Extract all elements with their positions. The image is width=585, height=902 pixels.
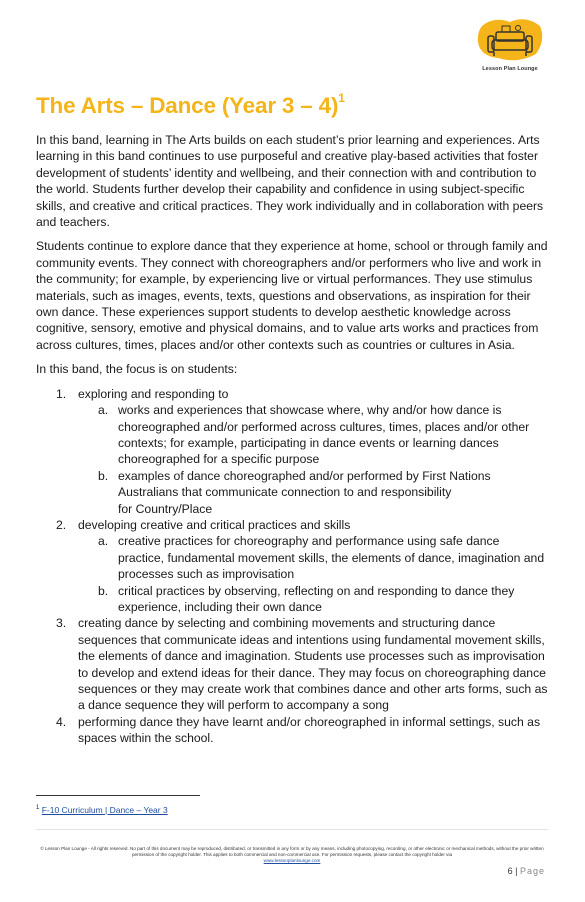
list-number: 2.	[56, 517, 67, 532]
list-item	[36, 517, 548, 615]
title-footnote-mark: 1	[338, 91, 345, 105]
sub-list-item	[78, 583, 548, 616]
list-item	[36, 386, 548, 517]
page-label: Page	[519, 866, 545, 876]
sub-list-item-text-continued: for Country/Place	[118, 501, 213, 516]
list-number: 3.	[56, 616, 67, 631]
focus-list	[36, 386, 548, 747]
footnote-divider	[36, 795, 200, 796]
sub-list	[78, 402, 548, 517]
list-number: 4.	[56, 714, 67, 729]
page-number-value: 6	[507, 866, 513, 876]
list-item-text: exploring and responding to	[78, 386, 229, 401]
title-text: The Arts – Dance (Year 3 – 4)	[36, 93, 339, 118]
page-title	[36, 93, 345, 119]
list-number: 1.	[56, 386, 67, 401]
sub-list-item	[78, 402, 548, 468]
sub-list-item-text: works and experiences that showcase where, why and/or how dance is choreographed and/or performed across cultures, times, places and/or other contexts; for example, participating in dance events or learning dances choreographed for a specific purpose	[118, 403, 530, 467]
explore-paragraph: Students continue to explore dance that they experience at home, school or through family and community events. They connect with choreographers and/or performers who live and work in the community; for example, by experiencing live or virtual performances. They use stimulus materials, such as images, events, texts, questions and observations, as inspiration for their own dance. These experiences support students to develop aesthetic knowledge across cognitive, sensory, emotive and physical domains, and to value arts works and practices from across cultures, times, places and/or other contexts such as countries or cultures in Asia.	[36, 239, 548, 352]
intro-paragraph: In this band, learning in The Arts builds on each student’s prior learning and experiences. Arts learning in this band continues to use purposeful and creative play-based activities that foster development of students’ identity and wellbeing, and their connection with and contribution to the world. Students further develop their capability and confidence in using subject-specific skills, and creative and critical practices. They work individually and in collaboration with peers and teachers.	[36, 133, 544, 230]
sub-list-item-text: examples of dance choreographed and/or performed by First Nations Australians that communicate connection to and responsibility	[118, 468, 491, 500]
footnote-link[interactable]: F-10 Curriculum | Dance – Year 3	[41, 805, 168, 815]
sub-list-item	[78, 468, 548, 517]
sub-list-item-text: creative practices for choreography and performance using safe dance practice, fundamental movement skills, the elements of dance, imagination and processes such as improvisation	[118, 534, 545, 582]
couch-logo-icon	[474, 18, 546, 70]
logo-text: Lesson Plan Lounge	[482, 66, 538, 72]
sub-list-letter: a.	[98, 403, 109, 418]
list-item	[36, 615, 548, 713]
list-item-text: developing creative and critical practices and skills	[78, 517, 351, 532]
focus-lead-paragraph: In this band, the focus is on students:	[36, 362, 238, 377]
list-item-text: creating dance by selecting and combining movements and structuring dance sequences that communicate ideas and intentions using fundamental movement skills, the elements of dance and imagination. Students use processes such as improvisation to develop and extend ideas for their dance. They may focus on choreographing dance sequences or they may create work that combines dance and other arts forms, such as a dance sequence they will perform to accompany a song	[78, 616, 548, 713]
sub-list	[78, 533, 548, 615]
footnote	[36, 805, 168, 815]
sub-list-letter: b.	[98, 583, 109, 598]
list-item-text: performing dance they have learnt and/or choreographed in informal settings, such as spaces within the school.	[78, 714, 541, 746]
body-content	[36, 132, 548, 747]
copyright-text: © Lesson Plan Lounge - All rights reserved. No part of this document may be reproduced, distributed, or transmitted in any form or by any means, including photocopying, recording, or other electronic or mechanical methods, without the prior written permission of the copyright holder. This applies to both commercial and non-commercial use. For permission requests, please contact the copyright holder via	[40, 846, 544, 857]
copyright-notice	[36, 846, 548, 864]
footnote-mark: 1	[36, 805, 40, 812]
footer-divider	[36, 829, 548, 830]
sub-list-letter: b.	[98, 468, 109, 483]
sub-list-item	[78, 533, 548, 582]
sub-list-letter: a.	[98, 534, 109, 549]
page-number	[508, 866, 545, 876]
page-separator: |	[515, 866, 518, 876]
sub-list-item-text: critical practices by observing, reflecting on and responding to dance they experience, including their own dance	[118, 583, 515, 614]
list-item	[36, 714, 548, 747]
copyright-website-link[interactable]: www.lessonplanlounge.com	[263, 858, 321, 863]
